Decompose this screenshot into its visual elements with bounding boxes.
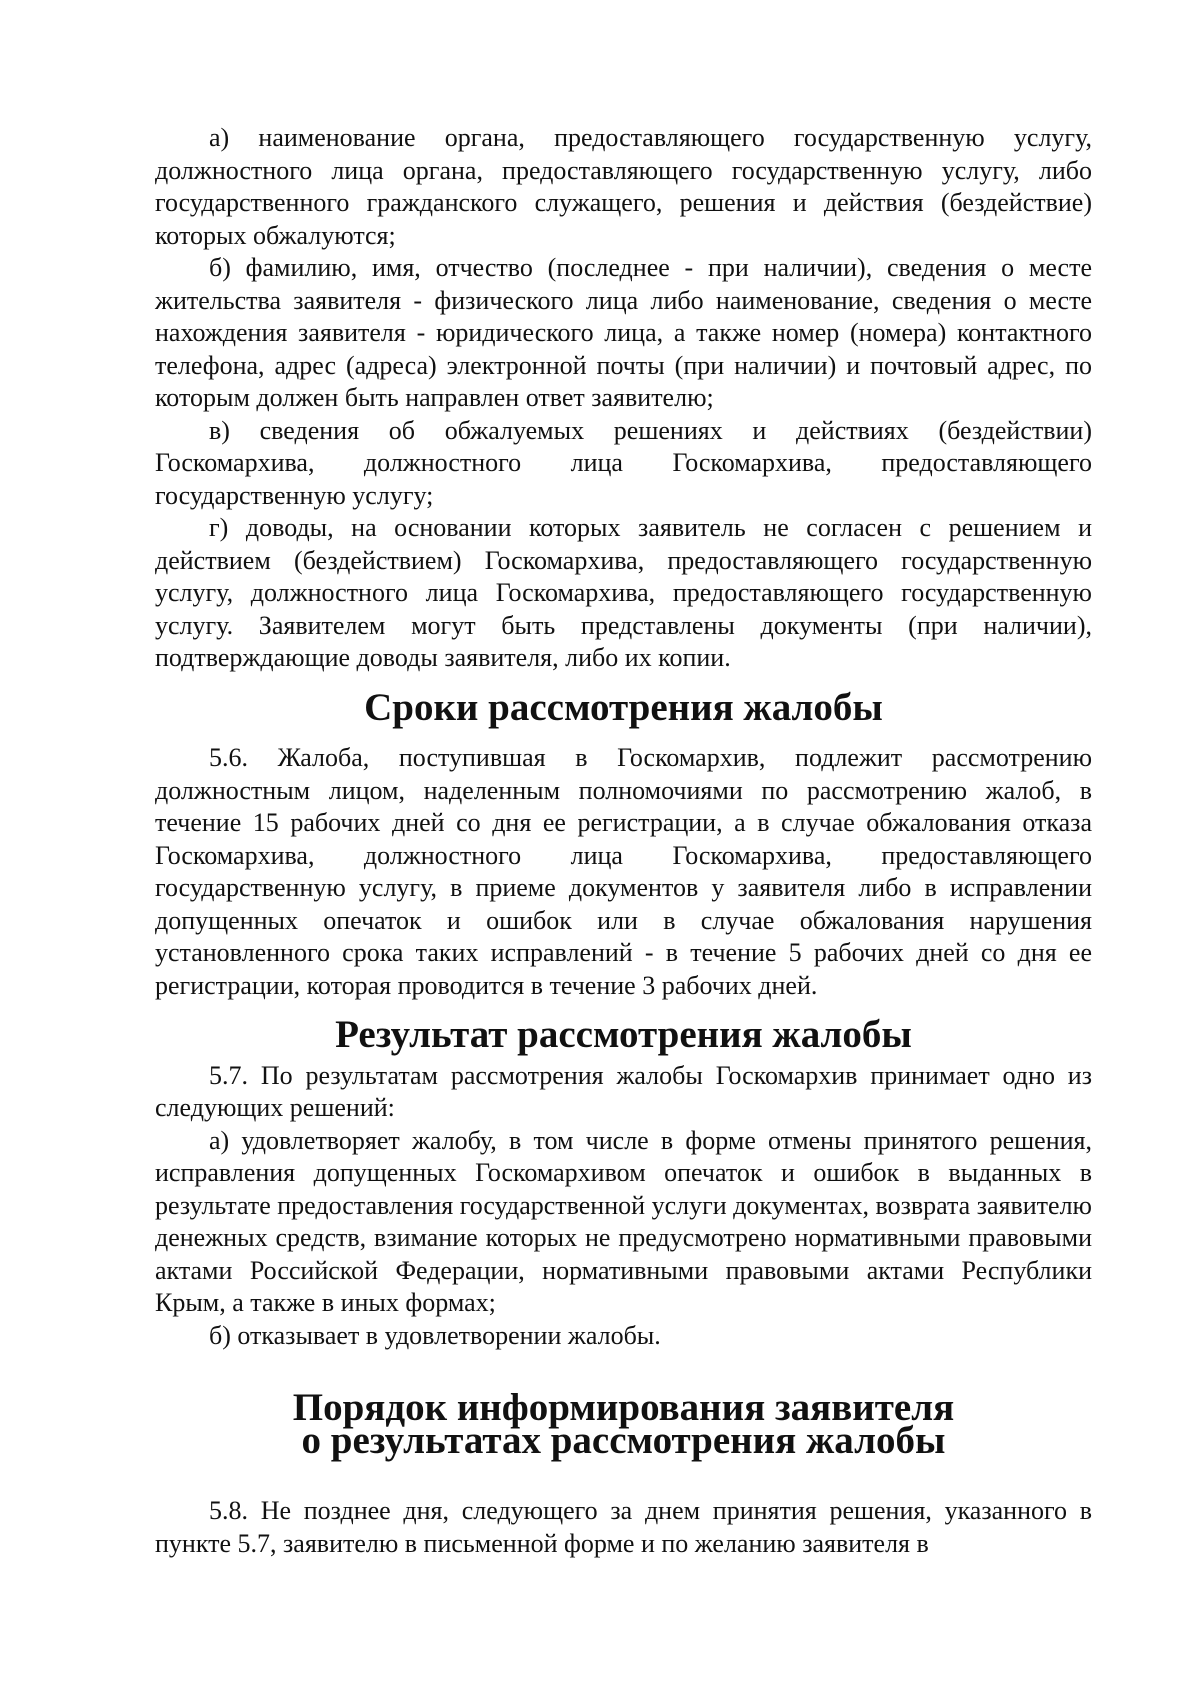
paragraph-5-8: 5.8. Не позднее дня, следующего за днем принятия решения, указанного в пункте 5.7, заявителю в письменной форме и по желанию заявителя в [155, 1496, 1092, 1558]
heading-rezultat: Результат рассмотрения жалобы [335, 1013, 912, 1056]
paragraph-a-naimenovanie: а) наименование органа, предоставляющего государственную услугу, должностного лица органа, предоставляющего государственную услугу, либо государственного гражданского служащего, решения и действия (бездействие) которых обжалуются; [155, 123, 1092, 250]
paragraph-5-7: 5.7. По результатам рассмотрения жалобы Госкомархив принимает одно из следующих решений: [155, 1060, 1092, 1122]
document-page [155, 122, 1092, 1560]
heading-poryadok [155, 1386, 1092, 1462]
heading-poryadok-line2: о результатах рассмотрения жалобы [301, 1418, 946, 1462]
paragraph-5-7-b: б) отказывает в удовлетворении жалобы. [209, 1320, 661, 1350]
paragraph-5-6: 5.6. Жалоба, поступившая в Госкомархив, подлежит рассмотрению должностным лицом, наделенным полномочиями по рассмотрению жалоб, в течение 15 рабочих дней со дня ее регистрации, а в случае обжалования отказа Госкомархива, должностного лица Госкомархива, предоставляющего государственную услугу, в приеме документов у заявителя либо в исправлении допущенных опечаток и ошибок или в случае обжалования нарушения установленного срока таких исправлений - в течение 5 рабочих дней со дня ее регистрации, которая проводится в течение 3 рабочих дней. [155, 743, 1092, 1000]
paragraph-g-dovody: г) доводы, на основании которых заявитель не согласен с решением и действием (бездействием) Госкомархива, предоставляющего государственную услугу, должностного лица Госкомархива, предоставляющего государственную услугу. Заявителем могут быть представлены документы (при наличии), подтверждающие доводы заявителя, либо их копии. [155, 513, 1092, 672]
paragraph-b-familiya: б) фамилию, имя, отчество (последнее - при наличии), сведения о месте жительства заявителя - физического лица либо наименование, сведения о месте нахождения заявителя - юридического лица, а также номер (номера) контактного телефона, адрес (адреса) электронной почты (при наличии) и почтовый адрес, по которым должен быть направлен ответ заявителю; [155, 253, 1092, 412]
heading-sroki: Сроки рассмотрения жалобы [364, 685, 883, 729]
paragraph-v-svedeniya: в) сведения об обжалуемых решениях и действиях (бездействии) Госкомархива, должностного лица Госкомархива, предоставляющего государственную услугу; [155, 415, 1092, 510]
heading-poryadok-line1: Порядок информирования заявителя [292, 1386, 955, 1429]
paragraph-5-7-a: а) удовлетворяет жалобу, в том числе в форме отмены принятого решения, исправления допущенных Госкомархивом опечаток и ошибок в выданных в результате предоставления государственной услуги документах, возврата заявителю денежных средств, взимание которых не предусмотрено нормативными правовыми актами Российской Федерации, нормативными правовыми актами Республики Крым, а также в иных формах; [155, 1125, 1092, 1317]
